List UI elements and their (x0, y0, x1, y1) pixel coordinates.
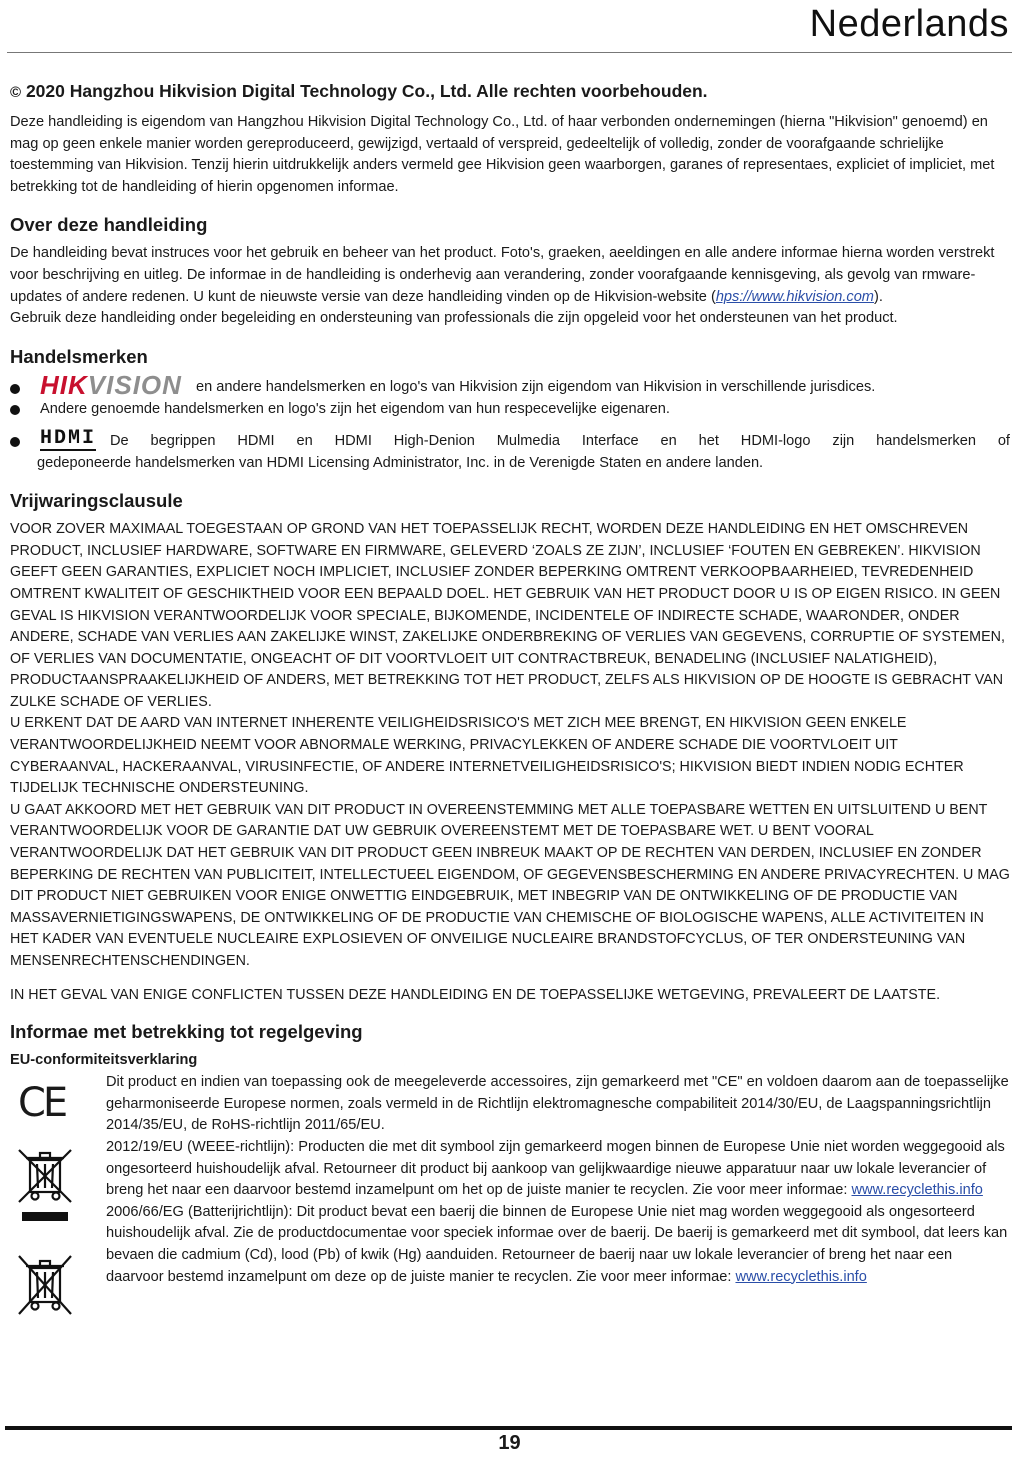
battery-bin-icon (16, 1252, 74, 1318)
ce-statement: Dit product en indien van toepassing ook de meegeleverde accessoires, zijn gemarkeerd met "CE" en voldoen daarom aan de toepasselijke geharmoniseerde Europese normen, zoals vermeld in de Richtlijn elektromagnesche compabiliteit 2014/30/EU, de Laagspanningsrichtlijn 2014/35/EU, de RoHS-richtlijn 2011/65/EU. (106, 1074, 1009, 1134)
hikvision-logo-red: HIK (40, 369, 88, 400)
eu-conformity-heading: EU-conformiteitsverklaring (10, 1052, 198, 1069)
disclaimer-paragraph-3: U GAAT AKKOORD MET HET GEBRUIK VAN DIT PRODUCT IN OVEREENSTEMMING MET ALLE TOEPASBARE WETTEN EN UITSLUITEND U BENT VERANTWOORDELIJK VOOR DE GARANTIE DAT UW GEBRUIK OVEREENSTEMT MET DE TOEPASBARE WET. U BENT VOORAL VERANTWOORDELIJK DAT HET GEBRUIK VAN DIT PRODUCT GEEN INBREUK MAAKT OP DE RECHTEN VAN DERDEN, INCLUSIEF EN ZONDER BEPERKING DE RECHTEN VAN PUBLICITEIT, INTELLECTUEEL EIGENDOM, OF GEGEVENSBESCHERMING EN ANDERE PRIVACYRECHTEN. U MAG DIT PRODUCT NIET GEBRUIKEN VOOR ENIGE ONWETTIG EINDGEBRUIK, MET INBEGRIP VAN DE ONTWIKKELING OF DE PRODUCTIE VAN MASSAVERNIETIGINGSWAPENS, DE ONTWIKKELING OF DE PRODUCTIE VAN CHEMISCHE OF BIOLOGISCHE WAPENS, ALLE ACTIVITEITEN IN HET KADER VAN EVENTUELE NUCLEAIRE EXPLOSIEVEN OF ONVEILIGE NUCLEAIRE BRANDSTOFCYCLUS, OF TER ONDERSTEUNING VAN MENSENRECHTENSCHENDINGEN. (10, 801, 1010, 969)
section-heading-regulatory: Informae met betrekking tot regelgeving (10, 1021, 363, 1043)
ce-mark-icon: CE (18, 1080, 66, 1127)
page-number: 19 (498, 1432, 521, 1454)
footer-divider (5, 1426, 1012, 1430)
eu-conformity-text (106, 1072, 1010, 1288)
about-body-close: ). (873, 288, 883, 305)
section-heading-disclaimer: Vrijwaringsclausule (10, 490, 183, 512)
about-body-text: De handleiding bevat instruces voor het gebruik en beheer van het product. Foto's, graeken, aeeldingen en alle andere informae hierna worden verstrekt voor beschrijving en uitleg. De informae in de handleiding is onderhevig aan verandering, zonder voorafgaande kennisgeving, als gevolg van rmware-updates of andere redenen. U kunt de nieuwste versie van deze handleiding vinden op de Hikvision-website ( (10, 245, 995, 305)
section-heading-about: Over deze handleiding (10, 214, 208, 236)
bullet-icon (10, 405, 20, 415)
disclaimer-paragraph-1: VOOR ZOVER MAXIMAAL TOEGESTAAN OP GROND VAN HET TOEPASSELIJK RECHT, WORDEN DEZE HANDLEIDING EN HET OMSCHREVEN PRODUCT, INCLUSIEF HARDWARE, SOFTWARE EN FIRMWARE, GELEVERD ‘ZOALS ZE ZIJN’, INCLUSIEF ‘FOUTEN EN GEBREKEN’. HIKVISION GEEFT GEEN GARANTIES, EXPLICIET NOCH IMPLICIET, INCLUSIEF ZONDER BEPERKING OMTRENT VERKOOPBAARHEIED, TEVREDENHEID OMTRENT KWALITEIT OF GESCHIKTHEID VOOR EEN BEPAALD DOEL. HET GEBRUIK VAN HET PRODUCT DOOR U IS OP EIGEN RISICO. IN GEEN GEVAL IS HIKVISION VERANTWOORDELIJK VOOR SPECIALE, BIJKOMENDE, INCIDENTELE OF INDIRECTE SCHADE, WAARONDER, ONDER ANDERE, SCHADE VAN VERLIES AAN ZAKELIJKE WINST, ZAKELIJKE ONDERBREKING OF VERLIES VAN GEGEVENS, CORRUPTIE OF SYSTEMEN, OF VERLIES VAN DOCUMENTATIE, ONGEACHT OF DIT VOORTVLOEIT UIT CONTRACTBREUK, BENADELING (INCLUSIEF NALATIGHEID), PRODUCTAANSPRAAKELIJKHEID OF ANDERS, MET BETREKKING TOT HET PRODUCT, ZELFS ALS HIKVISION OP DE HOOGTE IS GEBRACHT VAN ZULKE SCHADE OF VERLIES. (10, 521, 1005, 710)
weee-bin-icon (16, 1146, 74, 1228)
hikvision-logo (40, 369, 182, 400)
trademark-item-hdmi-continued: gedeponeerde handelsmerken van HDMI Licensing Administrator, Inc. in de Verenigde Staten en andere landen. (37, 454, 764, 471)
trademark-item-others (10, 399, 1010, 421)
weee-recycle-link[interactable]: www.recyclethis.info (851, 1182, 983, 1199)
copyright-symbol: © (10, 84, 22, 101)
battery-recycle-link[interactable]: www.recyclethis.info (735, 1268, 867, 1285)
about-body (10, 243, 1010, 308)
bullet-icon (10, 384, 20, 394)
hikvision-website-link[interactable]: hps://www.hikvision.com (715, 288, 874, 305)
weee-statement-text: 2012/19/EU (WEEE-richtlijn): Producten die met dit symbool zijn gemarkeerd mogen binnen de Europese Unie niet worden weggegooid als ongesorteerd huishoudelijk afval. Retourneer dit product bij aankoop van gelijkwaardige nieuwe apparatuur naar uw lokale leverancier of breng het naar een daarvoor bestemd inzamelpunt om het op de juiste manier te recyclen. Zie voor meer informae: (106, 1138, 1005, 1199)
trademark-item-text: De begrippen HDMI en HDMI High-Denion Mulmedia Interface en het HDMI-logo zijn handelsmerken of (110, 432, 1010, 449)
disclaimer-paragraph-2: U ERKENT DAT DE AARD VAN INTERNET INHERENTE VEILIGHEIDSRISICO'S MET ZICH MEE BRENGT, EN HIKVISION GEEN ENKELE VERANTWOORDELIJKHEID NEEMT VOOR ABNORMALE WERKING, PRIVACYLEKKEN OF ANDERE SCHADE DIE VOORTVLOEIT UIT CYBERAANVAL, HACKERAANVAL, VIRUSINFECTIE, OF ANDERE INTERNETVEILIGHEIDSRISICO'S; HIKVISION BIEDT INDIEN NODIG ECHTER TIJDELIJK TECHNISCHE ONDERSTEUNING. (10, 715, 964, 797)
header-divider (7, 52, 1012, 53)
trademark-item-text: Andere genoemde handelsmerken en logo's zijn het eigendom van hun respecevelijke eigenaren. (40, 401, 670, 418)
copyright-title-text: 2020 Hangzhou Hikvision Digital Technology Co., Ltd. Alle rechten voorbehouden. (25, 81, 708, 101)
document-body (10, 80, 1010, 1288)
hikvision-logo-gray: VISION (87, 369, 182, 400)
copyright-title (10, 80, 1010, 104)
hdmi-logo: HDMI (40, 426, 97, 450)
weee-statement (106, 1137, 1010, 1202)
trademark-item-text: en andere handelsmerken en logo's van Hikvision zijn eigendom van Hikvision in verschillende jurisdices. (195, 378, 876, 395)
trademark-item-hdmi (10, 426, 1010, 453)
copyright-body: Deze handleiding is eigendom van Hangzhou Hikvision Digital Technology Co., Ltd. of haar verbonden ondernemingen (hierna "Hikvision" genoemd) en mag op geen enkele manier worden gereproduceerd, gewijzigd, vertaald of verspreid, gedeeltelijk of volledig, zonder de voorafgaande schrielijke toestemming van Hikvision. Tenzij hierin uitdrukkelijk anders vermeld gee Hikvision geen waarborgen, garanes of representaes, expliciet of impliciet, met betrekking tot de handleiding of hierin opgenomen informae. (10, 114, 995, 195)
battery-statement-text: 2006/66/EG (Batterijrichtlijn): Dit product bevat een baerij die binnen de Europese Unie niet mag worden weggegooid als ongesorteerd huishoudelijk afval. Zie de productdocumentae voor speciek informae over de baerij. De baerij is gemarkeerd met dit symbool, dat leers kan bevaen die cadmium (Cd), lood (Pb) of kwik (Hg) aanduiden. Retourneer de baerij naar uw lokale leverancier of breng het naar een daarvoor bestemd inzamelpunt om deze op de juiste manier te recyclen. Zie voor meer informae: (106, 1203, 1008, 1285)
eu-conformity-block (10, 1072, 1010, 1288)
bullet-icon (10, 437, 20, 447)
about-body-2: Gebruik deze handleiding onder begeleiding en ondersteuning van professionals die zijn opgeleid voor het ondersteunen van het product. (10, 310, 898, 327)
trademark-item-hikvision (10, 369, 1010, 400)
section-heading-trademarks: Handelsmerken (10, 345, 148, 367)
disclaimer-paragraph-4: IN HET GEVAL VAN ENIGE CONFLICTEN TUSSEN DEZE HANDLEIDING EN DE TOEPASSELIJKE WETGEVING, PREVALEERT DE LAATSTE. (10, 986, 941, 1003)
page-language-header: Nederlands (809, 3, 1009, 45)
battery-statement (106, 1202, 1010, 1288)
